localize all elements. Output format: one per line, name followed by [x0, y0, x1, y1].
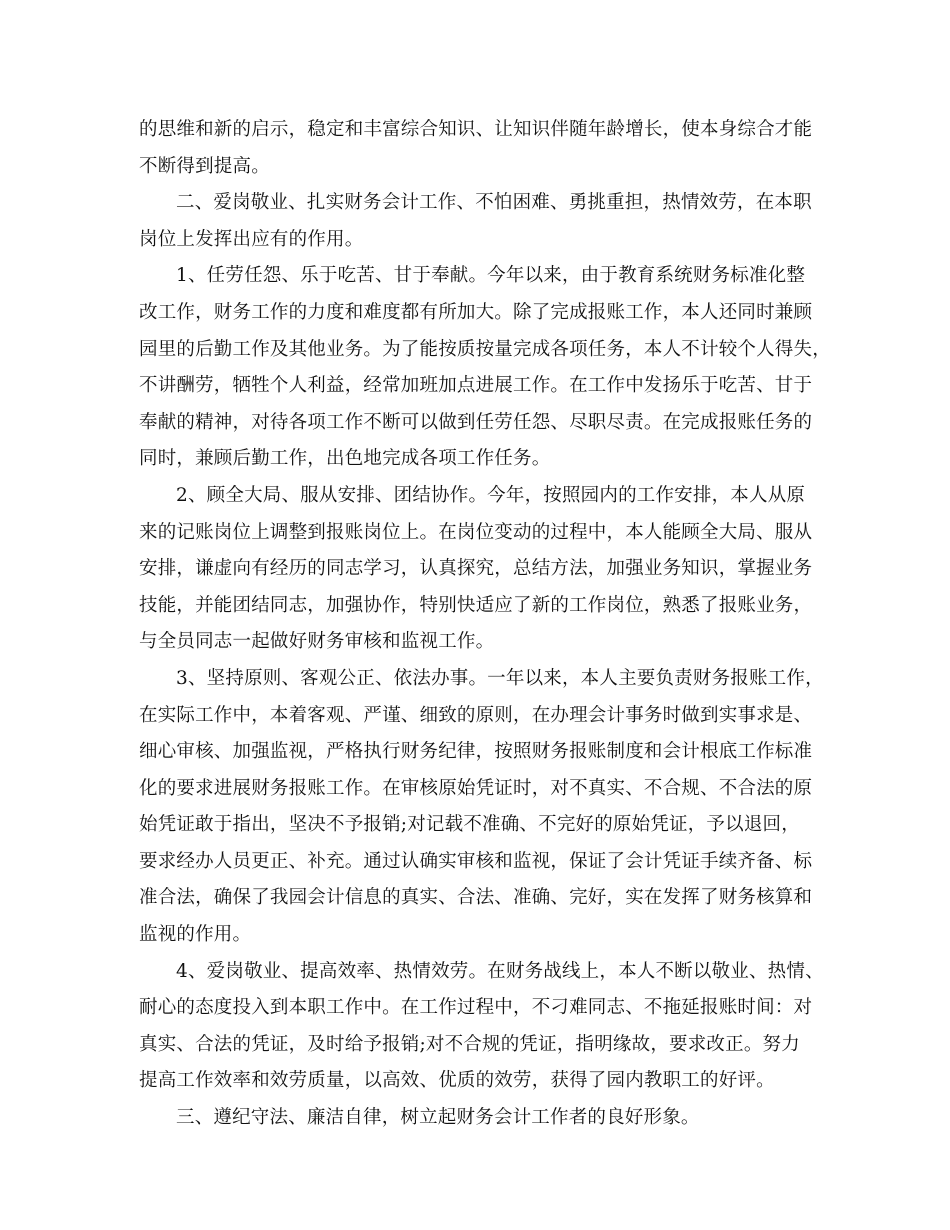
paragraph-line: 技能，并能团结同志，加强协作，特别快适应了新的工作岗位，熟悉了报账业务，	[139, 594, 813, 616]
paragraph-line: 不讲酬劳，牺牲个人利益，经常加班加点进展工作。在工作中发扬乐于吃苦、甘于	[139, 375, 813, 397]
paragraph-line: 细心审核、加强监视，严格执行财务纪律，按照财务报账制度和会计根底工作标准	[139, 741, 813, 763]
paragraph-line: 奉献的精神，对待各项工作不断可以做到任劳任怨、尽职尽责。在完成报账任务的	[139, 411, 813, 433]
paragraph-first-line: 二、爱岗敬业、扎实财务会计工作、不怕困难、勇挑重担，热情效劳，在本职	[176, 192, 812, 214]
paragraph-line: 安排，谦虚向有经历的同志学习，认真探究，总结方法，加强业务知识，掌握业务	[139, 558, 813, 580]
document-body	[139, 112, 829, 1137]
paragraph-first-line: 4、爱岗敬业、提高效率、热情效劳。在财务战线上，本人不断以敬业、热情、	[176, 960, 824, 982]
paragraph-line: 来的记账岗位上调整到报账岗位上。在岗位变动的过程中，本人能顾全大局、服从	[139, 521, 813, 543]
paragraph-line: 与全员同志一起做好财务审核和监视工作。	[139, 631, 495, 653]
paragraph-first-line: 1、任劳任怨、乐于吃苦、甘于奉献。今年以来，由于教育系统财务标准化整	[176, 265, 806, 287]
paragraph-line: 的思维和新的启示，稳定和丰富综合知识、让知识伴随年龄增长，使本身综合才能	[139, 119, 813, 140]
paragraph-line: 在实际工作中，本着客观、严谨、细致的原则，在办理会计事务时做到实事求是、	[139, 704, 813, 726]
paragraph-line: 园里的后勤工作及其他业务。为了能按质按量完成各项任务，本人不计较个人得失，	[139, 338, 831, 360]
paragraph-line: 要求经办人员更正、补充。通过认确实审核和监视，保证了会计凭证手续齐备、标	[139, 850, 813, 872]
paragraph-line: 准合法，确保了我园会计信息的真实、合法、准确、完好，实在发挥了财务核算和	[139, 887, 813, 909]
paragraph-first-line: 3、坚持原则、客观公正、依法办事。一年以来，本人主要负责财务报账工作，	[176, 667, 824, 689]
paragraph-line: 岗位上发挥出应有的作用。	[139, 228, 364, 250]
paragraph-first-line: 三、遵纪守法、廉洁自律，树立起财务会计工作者的良好形象。	[176, 1107, 700, 1129]
paragraph-line: 不断得到提高。	[139, 155, 270, 177]
paragraph-line: 监视的作用。	[139, 924, 252, 946]
paragraph-line: 始凭证敢于指出，坚决不予报销;对记载不准确、不完好的原始凭证，予以退回，	[139, 814, 800, 836]
paragraph-line: 改工作，财务工作的力度和难度都有所加大。除了完成报账工作，本人还同时兼顾	[139, 301, 813, 323]
paragraph-line: 真实、合法的凭证，及时给予报销;对不合规的凭证，指明缘故，要求改正。努力	[139, 1033, 800, 1055]
paragraph-line: 化的要求进展财务报账工作。在审核原始凭证时，对不真实、不合规、不合法的原	[139, 777, 813, 799]
paragraph-line: 同时，兼顾后勤工作，出色地完成各项工作任务。	[139, 448, 551, 470]
paragraph-line: 提高工作效率和效劳质量，以高效、优质的效劳，获得了园内教职工的好评。	[139, 1070, 775, 1092]
paragraph-first-line: 2、顾全大局、服从安排、团结协作。今年，按照园内的工作安排，本人从原	[176, 484, 806, 506]
paragraph-line: 耐心的态度投入到本职工作中。在工作过程中，不刁难同志、不拖延报账时间：对	[139, 997, 813, 1019]
